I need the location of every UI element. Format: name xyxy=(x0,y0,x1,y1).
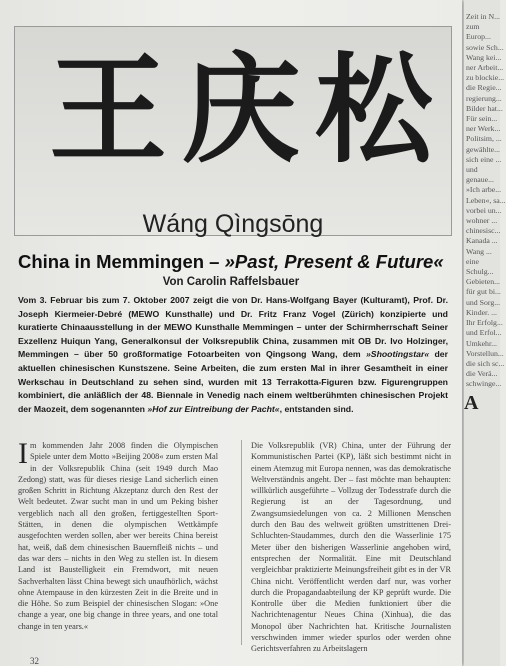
body-column-2 xyxy=(251,440,451,655)
article-byline: Von Carolin Raffelsbauer xyxy=(162,276,300,288)
article-lead xyxy=(18,294,448,416)
lead-part-2: der aktuellen chinesischen Kunstszene. Seine Arbeiten, die zum ersten Mal in ihrer Gesamtheit in einer Werkschau in Deutschland zu sehen sind, wurden mit 13 Terrakotta-Figuren bzw. Figurengruppen kombiniert, die anläßlich der 48. Biennale in Venedig nach einem weltberühmten chinesischen Projekt der Maozeit, dem sogenannten xyxy=(18,349,448,414)
lead-italic-2: »Hof zur Eintreibung der Pacht« xyxy=(147,403,280,414)
lead-part-3: , entstanden sind. xyxy=(279,403,354,414)
lead-italic-1: »Shootingstar« xyxy=(365,349,430,360)
body-column-1-text: m kommenden Jahr 2008 finden die Olympischen Spiele unter dem Motto »Beijing 2008« zum ersten Mal in der Volksrepublik China (seit 1949 durch Mao Zedong) statt, was für dieses riesige Land sicherlich einen großen Schritt in Richtung Akzeptanz durch den Rest der Welt bedeutet. Zwar sucht man in und um Peking bisher vergeblich nach all den großen, fertiggestellten Sport-Stätten, in denen die olympischen Wettkämpfe ausgefochten werden sollen, aber wer bereits China bereist hat, weiß, daß dem chinesischen Bauernfleiß nichts – und das war ders – nichts in den Weg zu stellen ist. In diesem Land ist Baustelligkeit ein Fremdwort, mit neuen Sachverhalten lässt China bewegt sich unaufhörlich, wächst ohne Atempause in den kürzesten Zeit in die Breite und in die Höhe. So zum Beispiel der chinesischen Slogan: »One change a year, one big change in three years, and one total change in ten years.« xyxy=(18,441,218,631)
headline-main: China in Memmingen – xyxy=(18,251,225,272)
body-column-2-text: Die Volksrepublik (VR) China, unter der Führung der Kommunistischen Partei (KP), läßt sich bestimmt nicht in einem Atemzug mit Europa nennen, was das demokratische Weltverständnis angeht. Der – fast möchte man behaupten: willkürlich ausgeführte – Vollzug der Todesstrafe durch die Regierung ist an der Tagesordnung, und Zwangsumsiedelungen von ca. 2 Millionen Menschen durch den Bau des weltweit größten umstrittenen Drei-Schluchten-Staudammes, durch den die Wasserlinie 175 Meter über den bisherigen Wasserlinie angehoben wird, entsprechen der Normalität. Eine mit Deutschland vergleichbar praktizierte Meinungsfreiheit gibt es in der VR China nicht. Veröffentlicht werden darf nur, was vorher durch die Propagandaabteilung der KP geprüft wurde. Die Kontrolle über die Medien funktioniert über die Nachrichtenagentur Neues China (Xinhua), die das Monopol über Nachrichten hat. Kritische Journalisten verschwinden immer wieder spurlos oder werden ohne Gerichtsverfahren zu Arbeitslagern xyxy=(251,441,451,654)
body-column-1 xyxy=(18,437,218,632)
next-page-column: Zeit in N... zum Europ... sowie Sch... Wang kei... ner Arbeit... zu blockie... die Regie... regierung... Bilder hat... Für sein... ner Werk... Politsim, ... gewählte... sich eine ... und genaue... »Ich arbe... Leben«, sa... vorbei un... wohner ... chinesisc... Kanada ... Wang ... eine Schulg... Gebieten... für gut bi... und Sorg... Kinder. ... Ihr Erfolg... und Erfol... Umkehr... Vorstellun... die sich sc... die Verä... schwinge... xyxy=(466,12,506,389)
poster-image xyxy=(14,26,452,236)
hanzi-wang: 王 xyxy=(49,40,168,179)
page-number: 32 xyxy=(30,656,39,666)
poster-pinyin: Wáng Qìngsōng xyxy=(142,210,324,238)
hanzi-song: 松 xyxy=(315,40,434,179)
headline-subtitle: »Past, Present & Future« xyxy=(224,251,444,272)
lead-part-1: Vom 3. Februar bis zum 7. Oktober 2007 zeigt die von Dr. Hans-Wolfgang Bayer (Kulturamt), Prof. Dr. Joseph Kiermeier-Debré (MEWO Kunsthalle) und Dr. Fritz Franz Vogel (Zürich) konzipierte und kuratierte Chinaausstellung in der MEWO Kunsthalle Memmingen – unter der Schirmherrschaft Seiner Exzellenz Huiqun Yang, Generalkonsul der Volksrepublik China, zusammen mit OB Dr. Ivo Holzinger, Memmingen – über 50 großformatige Fotoarbeiten von Qingsong Wang, dem xyxy=(18,295,448,360)
column-divider xyxy=(241,440,242,645)
hanzi-qing: 庆 xyxy=(182,40,301,179)
article-headline xyxy=(18,251,448,273)
next-page-edge xyxy=(464,0,506,666)
drop-cap: I xyxy=(18,437,28,470)
next-page-drop-cap: A xyxy=(464,392,479,414)
